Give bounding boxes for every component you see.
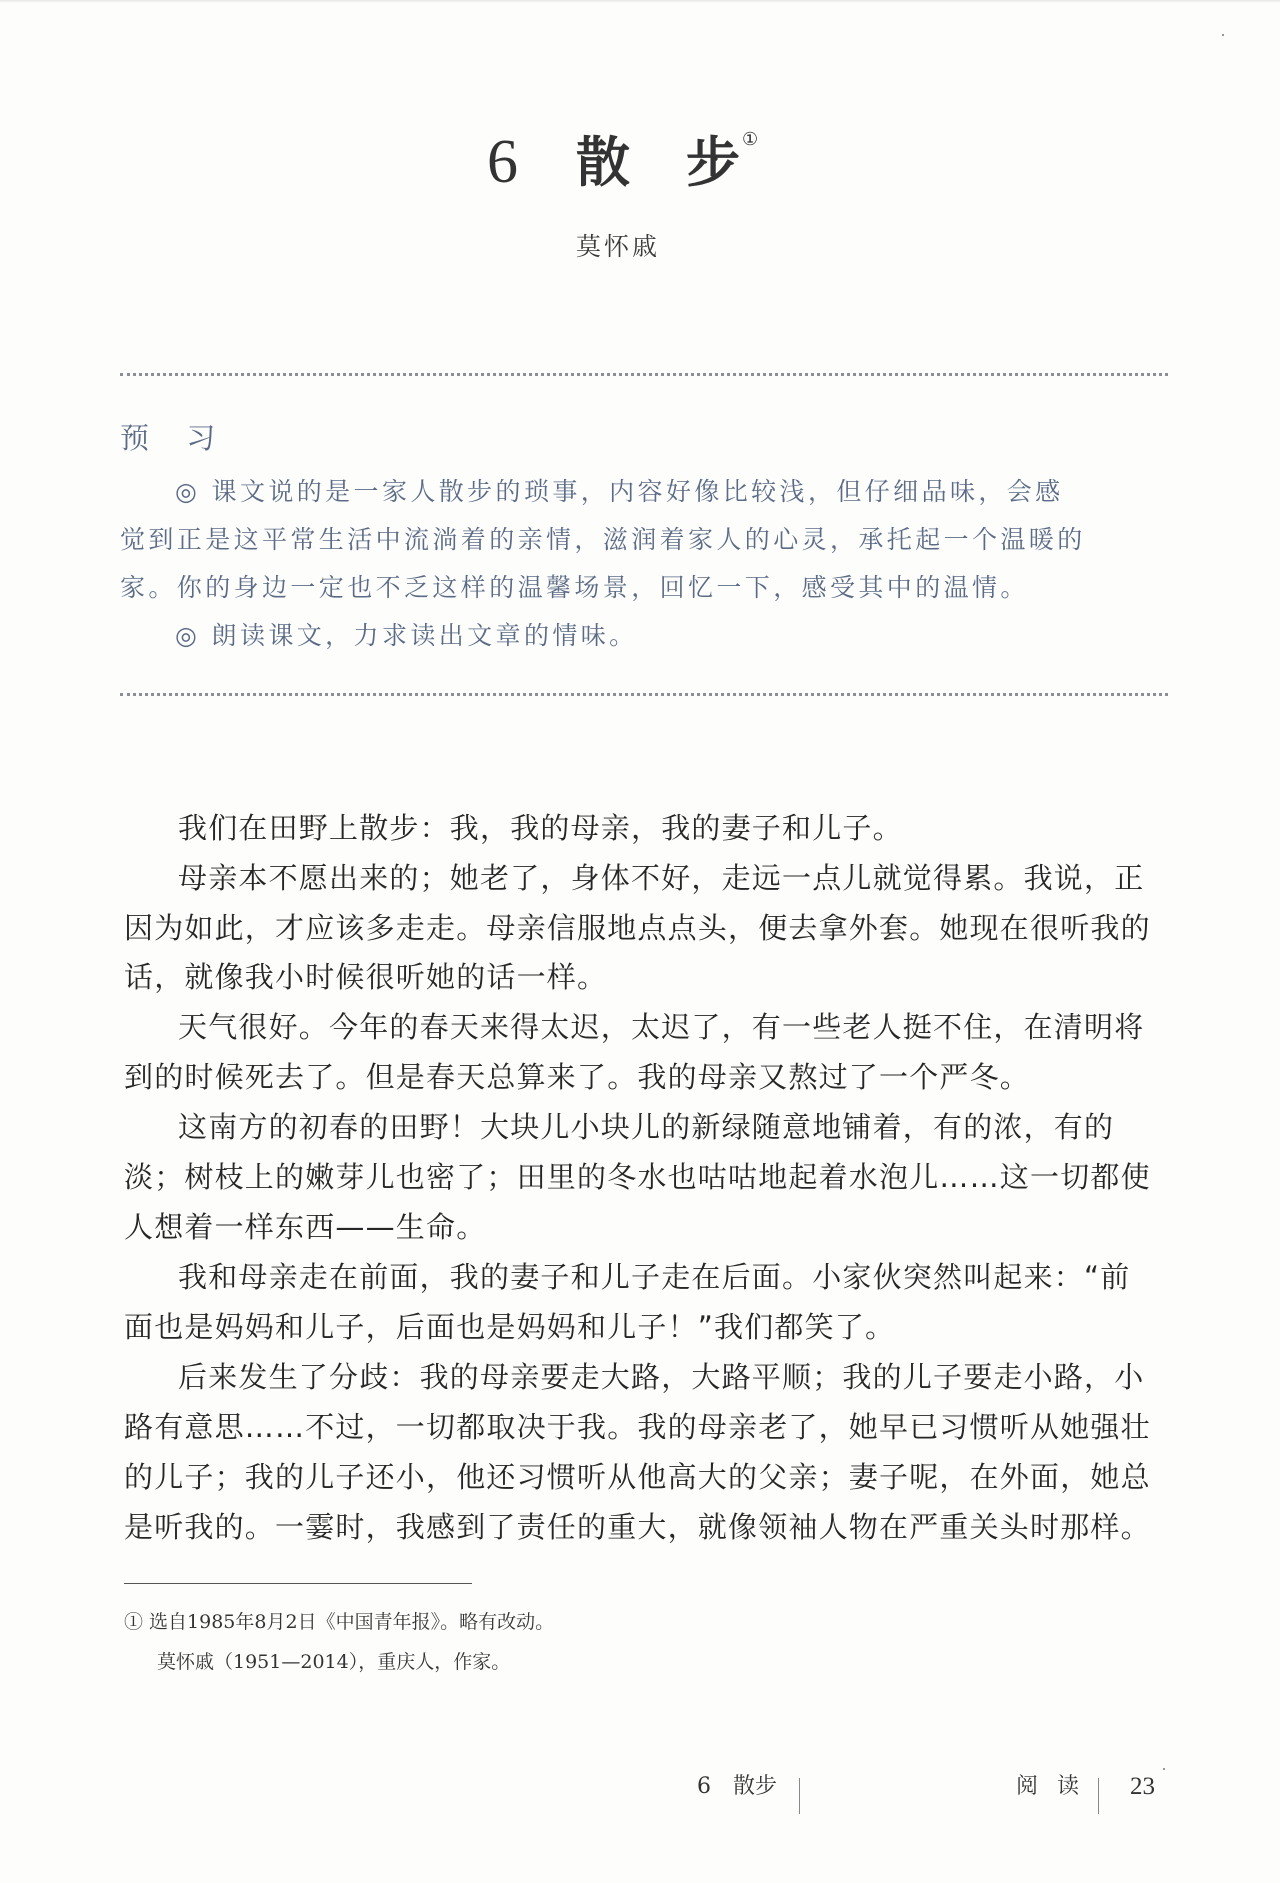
page-edge (0, 0, 1280, 3)
footnote-author-bio: 莫怀戚（1951—2014），重庆人，作家。 (157, 1651, 511, 1673)
lesson-title-char-2: 步 (686, 130, 740, 194)
body-line: 话，就像我小时候很听她的话一样。 (124, 960, 608, 994)
author-name: 莫怀戚 (576, 232, 661, 261)
footer-divider (799, 1778, 800, 1814)
body-line: 这南方的初春的田野！大块儿小块儿的新绿随意地铺着，有的浓，有的 (178, 1110, 1115, 1144)
preview-line: 家。你的身边一定也不乏这样的温馨场景，回忆一下，感受其中的温情。 (120, 573, 1029, 602)
footnote-rule (124, 1583, 472, 1584)
lesson-number: 6 (487, 128, 518, 196)
body-line: 淡；树枝上的嫩芽儿也密了；田里的冬水也咕咕地起着水泡儿……这一切都使 (124, 1160, 1151, 1194)
footnote-source: ① 选自1985年8月2日《中国青年报》。略有改动。 (124, 1611, 555, 1633)
lesson-title (0, 122, 1280, 202)
preview-heading: 预 习 (120, 421, 230, 455)
body-line: 面也是妈妈和儿子，后面也是妈妈和儿子！”我们都笑了。 (124, 1310, 896, 1344)
preview-line: 觉到正是这平常生活中流淌着的亲情，滋润着家人的心灵，承托起一个温暖的 (120, 525, 1086, 554)
dotted-divider-bottom (120, 693, 1168, 696)
footer-divider (1098, 1778, 1099, 1814)
lesson-title-char-1: 散 (576, 130, 630, 194)
body-line: 路有意思……不过，一切都取决于我。我的母亲老了，她早已习惯听从她强壮 (124, 1410, 1151, 1444)
body-line: 是听我的。一霎时，我感到了责任的重大，就像领袖人物在严重关头时那样。 (124, 1510, 1151, 1544)
footer-lesson-label: 6 散步 (697, 1774, 777, 1799)
scan-speck (1163, 1768, 1165, 1770)
body-line: 人想着一样东西——生命。 (124, 1210, 487, 1244)
preview-line: ◎ 课文说的是一家人散步的琐事，内容好像比较浅，但仔细品味，会感 (175, 477, 1064, 506)
footer-section-label: 阅 读 (1016, 1774, 1085, 1799)
body-line: 因为如此，才应该多走走。母亲信服地点点头，便去拿外套。她现在很听我的 (124, 911, 1151, 945)
body-line: 天气很好。今年的春天来得太迟，太迟了，有一些老人挺不住，在清明将 (178, 1010, 1145, 1044)
body-line: 的儿子；我的儿子还小，他还习惯听从他高大的父亲；妻子呢，在外面，她总 (124, 1460, 1151, 1494)
body-line: 母亲本不愿出来的；她老了，身体不好，走远一点儿就觉得累。我说，正 (178, 861, 1145, 895)
dotted-divider-top (120, 373, 1168, 376)
page-number: 23 (1130, 1773, 1155, 1800)
scan-speck (1222, 34, 1224, 36)
footnote-marker[interactable]: ① (742, 129, 759, 150)
body-line: 后来发生了分歧：我的母亲要走大路，大路平顺；我的儿子要走小路，小 (178, 1360, 1145, 1394)
body-line: 我和母亲走在前面，我的妻子和儿子走在后面。小家伙突然叫起来：“前 (178, 1260, 1131, 1294)
preview-line: ◎ 朗读课文，力求读出文章的情味。 (175, 621, 638, 650)
body-line: 我们在田野上散步：我，我的母亲，我的妻子和儿子。 (178, 811, 903, 845)
body-line: 到的时候死去了。但是春天总算来了。我的母亲又熬过了一个严冬。 (124, 1060, 1031, 1094)
